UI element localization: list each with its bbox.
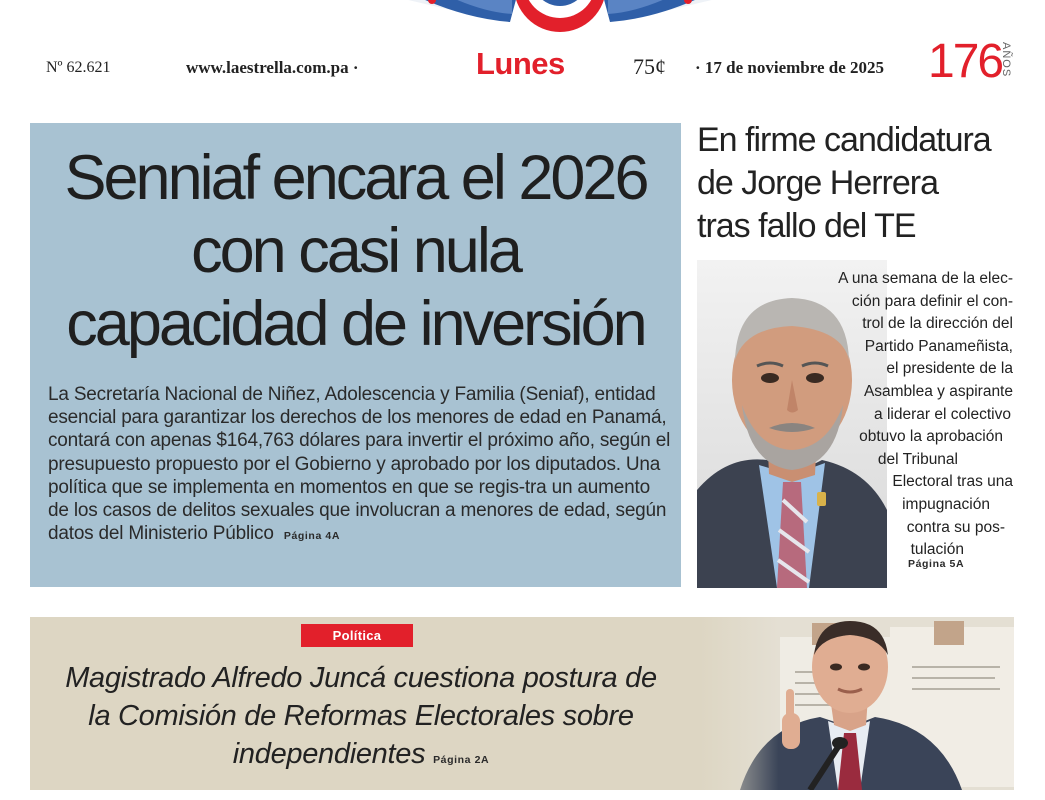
main-headline-line: capacidad de inversión: [66, 289, 645, 359]
side-page-reference[interactable]: Página 5A: [908, 558, 965, 570]
publication-date: · 17 de noviembre de 2025: [695, 58, 885, 77]
website-url[interactable]: www.laestrella.com.pa ·: [186, 58, 359, 77]
anniversary-label: AÑOS: [1000, 42, 1012, 78]
bottom-story-headline[interactable]: [46, 659, 676, 779]
main-story-lead: [48, 383, 674, 548]
caption-line: trol de la dirección del: [862, 315, 1013, 333]
caption-line: contra su pos-: [906, 518, 1005, 536]
caption-line: impugnación: [902, 496, 990, 513]
bottom-headline-line-with-ref: [46, 735, 676, 779]
caption-line: Partido Panameñista,: [864, 337, 1013, 355]
side-headline-line: de Jorge Herrera: [697, 164, 939, 202]
main-page-reference[interactable]: Página 4A: [283, 530, 341, 543]
main-headline-line: con casi nula: [191, 216, 520, 286]
caption-line: ción para definir el con-: [851, 292, 1013, 310]
price-label: 75¢: [633, 54, 666, 79]
alfredo-junca-photo: [700, 617, 1014, 790]
section-badge-politica[interactable]: Política: [301, 624, 413, 647]
side-headline-line: En firme candidatura: [697, 121, 991, 159]
caption-line: Electoral tras una: [892, 473, 1013, 491]
caption-line: tulación: [910, 541, 964, 559]
weekday-label: Lunes: [476, 46, 565, 81]
bottom-headline-line: la Comisión de Reformas Electorales sobre: [88, 700, 634, 732]
main-headline-line: Senniaf encara el 2026: [64, 143, 647, 213]
main-story-headline[interactable]: [30, 142, 681, 361]
issue-number: Nº 62.621: [46, 59, 111, 76]
caption-line: obtuvo la aprobación: [859, 428, 1003, 446]
masthead-emblem-logo: [400, 0, 720, 36]
caption-line: del Tribunal: [877, 450, 958, 468]
side-headline-line: tras fallo del TE: [697, 207, 916, 245]
side-story-headline[interactable]: [697, 119, 1027, 248]
anniversary-number: 176: [928, 35, 1003, 88]
bottom-headline-line: independientes: [232, 738, 426, 770]
main-lead-text: La Secretaría Nacional de Niñez, Adolescencia y Familia (Seniaf), entidad esencial para garantizar los derechos de los menores de edad en Panamá, contará con apenas $164,763 dólares para invertir el próximo año, según el presupuesto propuesto por el Gobierno y aprobado por los diputados. Una política que se implementa en momentos en que se regis-tra un aumento de los casos de delitos sexuales que involucran a menores de edad, según datos del Ministerio Público: [48, 384, 671, 545]
caption-line: el presidente de la: [886, 360, 1013, 378]
caption-line: A una semana de la elec-: [838, 270, 1013, 287]
bottom-headline-line: Magistrado Alfredo Juncá cuestiona postura de: [65, 662, 657, 694]
caption-line: a liderar el colectivo: [874, 405, 1011, 423]
bottom-page-reference[interactable]: Página 2A: [433, 754, 490, 766]
caption-line: Asamblea y aspirante: [863, 383, 1013, 400]
